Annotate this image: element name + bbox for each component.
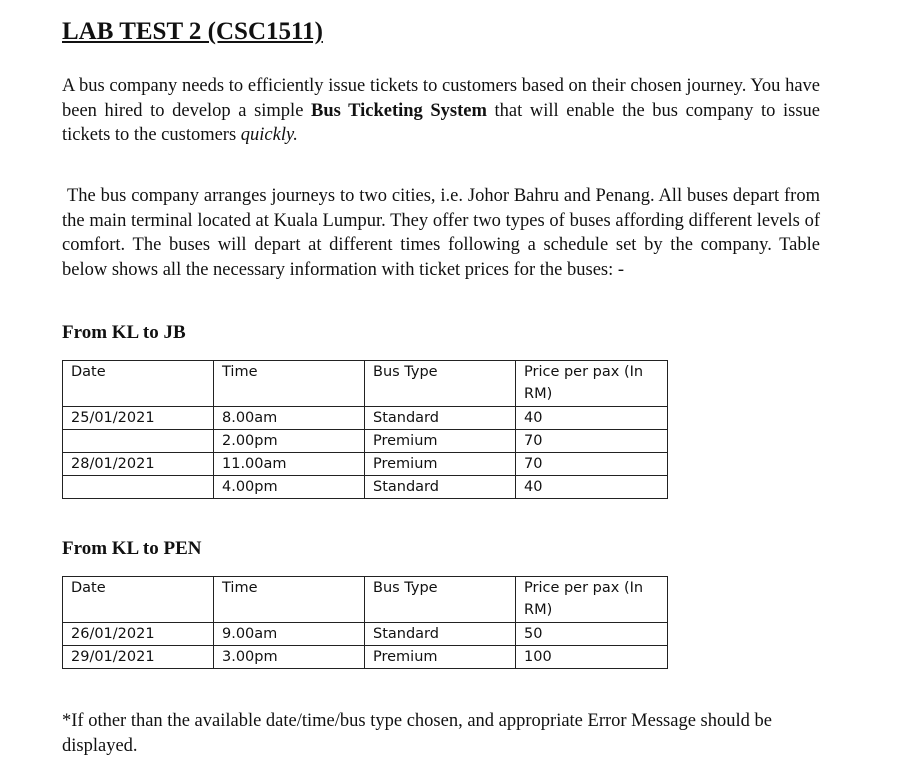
document-title: LAB TEST 2 (CSC1511) bbox=[62, 18, 323, 45]
intro-text-2: that will enable the bus company to issue tickets to the customers bbox=[62, 100, 820, 145]
cell-price: 70 bbox=[516, 453, 668, 476]
intro-text-1: A bus company needs to efficiently issue tickets to customers based on their chosen journey. You have been hired to develop a simple bbox=[62, 76, 820, 121]
schedule-table-jb bbox=[62, 360, 668, 499]
header-price: Price per pax (In RM) bbox=[516, 577, 668, 623]
intro-system-name: Bus Ticketing System bbox=[311, 100, 487, 121]
cell-time: 9.00am bbox=[214, 623, 365, 646]
cell-time: 8.00am bbox=[214, 407, 365, 430]
description-paragraph bbox=[62, 184, 820, 282]
table-header-row bbox=[63, 577, 668, 623]
table-row bbox=[63, 453, 668, 476]
header-time: Time bbox=[214, 577, 365, 623]
table-row bbox=[63, 646, 668, 669]
table-row bbox=[63, 623, 668, 646]
cell-price: 40 bbox=[516, 476, 668, 499]
cell-price: 70 bbox=[516, 430, 668, 453]
header-bus-type: Bus Type bbox=[365, 577, 516, 623]
table-header-row bbox=[63, 361, 668, 407]
error-message-note: *If other than the available date/time/bus type chosen, and appropriate Error Message should be displayed. bbox=[62, 711, 772, 756]
intro-paragraph bbox=[62, 74, 820, 148]
header-date: Date bbox=[63, 577, 214, 623]
cell-bus-type: Premium bbox=[365, 453, 516, 476]
header-price: Price per pax (In RM) bbox=[516, 361, 668, 407]
cell-date: 28/01/2021 bbox=[63, 453, 214, 476]
cell-time: 2.00pm bbox=[214, 430, 365, 453]
cell-price: 40 bbox=[516, 407, 668, 430]
heading-kl-to-pen: From KL to PEN bbox=[62, 538, 202, 559]
cell-time: 3.00pm bbox=[214, 646, 365, 669]
cell-bus-type: Standard bbox=[365, 476, 516, 499]
cell-price: 50 bbox=[516, 623, 668, 646]
heading-kl-to-jb: From KL to JB bbox=[62, 322, 186, 343]
header-bus-type: Bus Type bbox=[365, 361, 516, 407]
cell-bus-type: Premium bbox=[365, 430, 516, 453]
cell-bus-type: Standard bbox=[365, 407, 516, 430]
table-row bbox=[63, 430, 668, 453]
header-time: Time bbox=[214, 361, 365, 407]
cell-bus-type: Standard bbox=[365, 623, 516, 646]
header-date: Date bbox=[63, 361, 214, 407]
cell-date: 29/01/2021 bbox=[63, 646, 214, 669]
schedule-table-pen bbox=[62, 576, 668, 669]
cell-date: 25/01/2021 bbox=[63, 407, 214, 430]
table-row bbox=[63, 407, 668, 430]
cell-date bbox=[63, 476, 214, 499]
cell-date: 26/01/2021 bbox=[63, 623, 214, 646]
description-text: The bus company arranges journeys to two cities, i.e. Johor Bahru and Penang. All buses depart from the main terminal located at Kuala Lumpur. They offer two types of buses affording different levels of comfort. The buses will depart at different times following a schedule set by the company. Table below shows all the necessary information with ticket prices for the buses: - bbox=[62, 186, 820, 280]
cell-time: 11.00am bbox=[214, 453, 365, 476]
cell-bus-type: Premium bbox=[365, 646, 516, 669]
table-row bbox=[63, 476, 668, 499]
cell-date bbox=[63, 430, 214, 453]
cell-time: 4.00pm bbox=[214, 476, 365, 499]
intro-emphasis: quickly. bbox=[240, 125, 298, 145]
cell-price: 100 bbox=[516, 646, 668, 669]
